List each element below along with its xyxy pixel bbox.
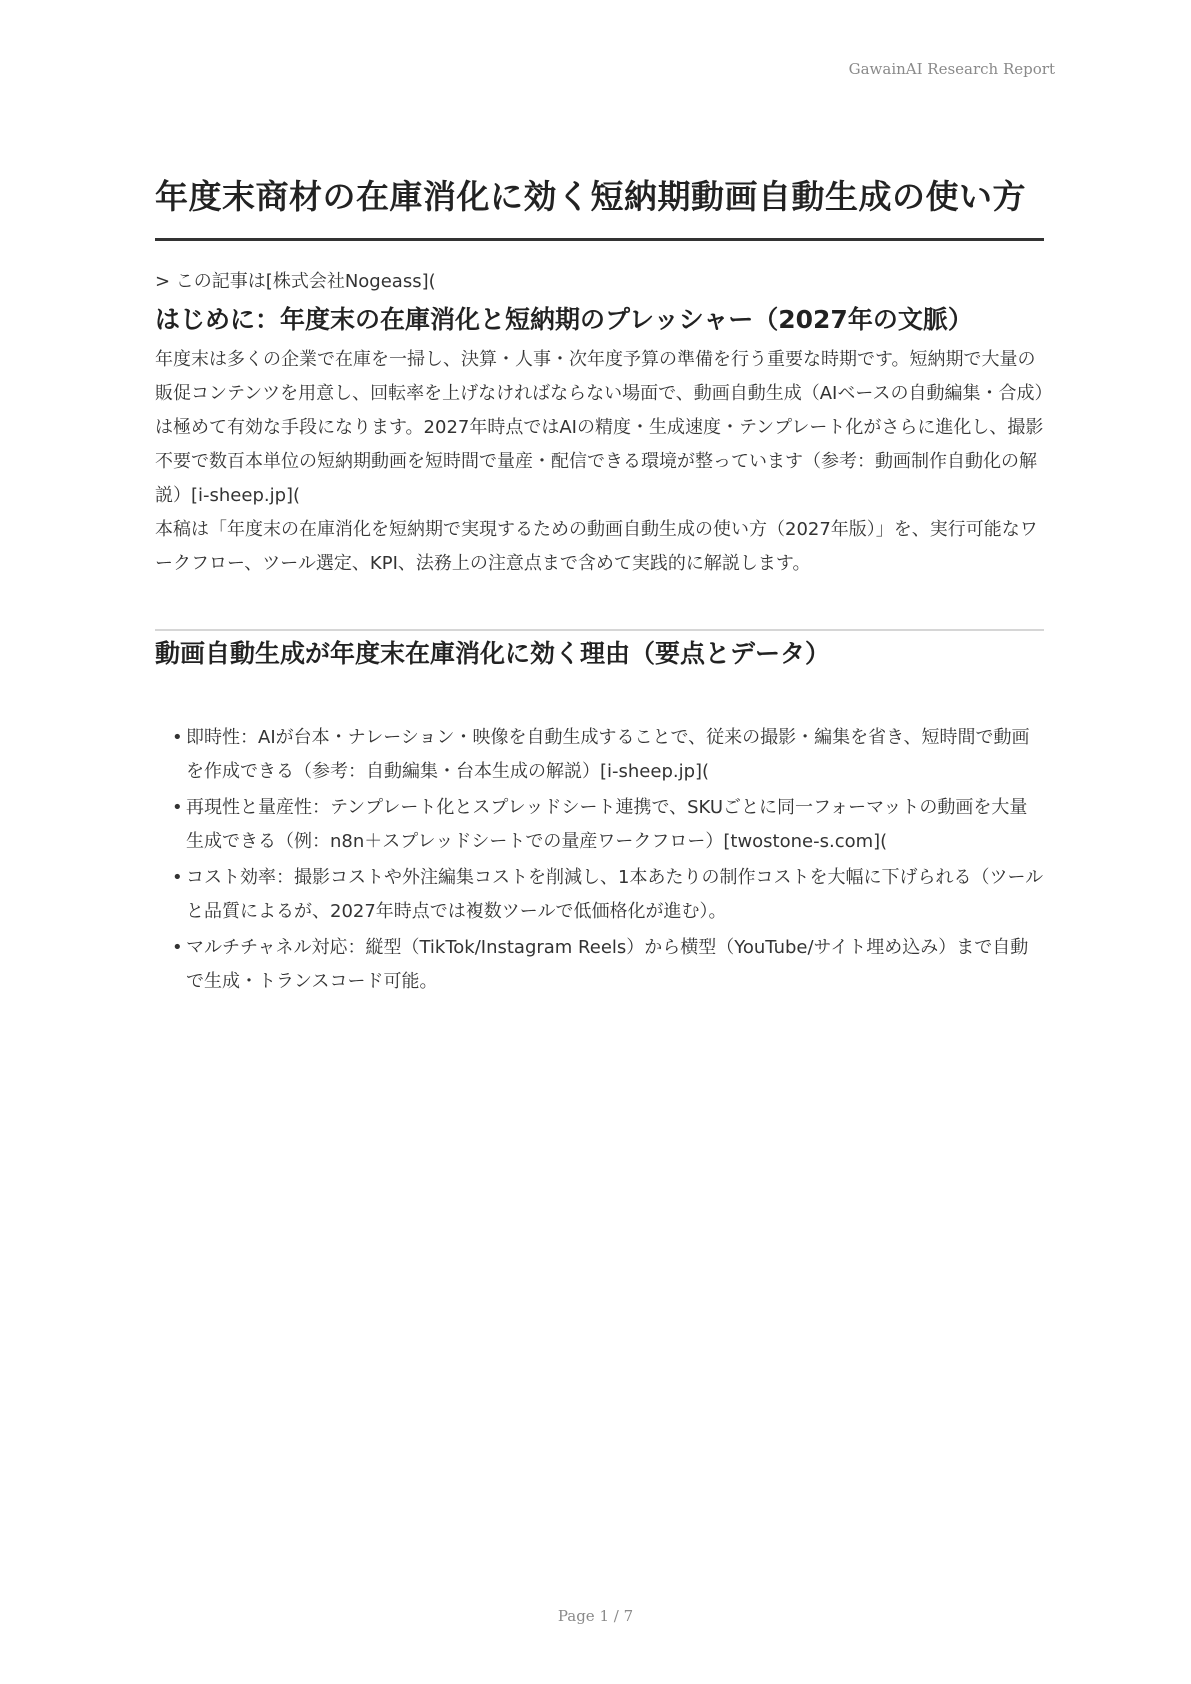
source-note: > この記事は[株式会社Nogeass]( bbox=[155, 271, 436, 292]
running-header: GawainAI Research Report bbox=[848, 60, 1055, 78]
list-item bbox=[172, 721, 1044, 789]
list-item bbox=[172, 791, 1044, 859]
list-item bbox=[172, 861, 1044, 929]
section-heading-reasons: 動画自動生成が年度末在庫消化に効く理由（要点とデータ） bbox=[155, 639, 831, 668]
document-body bbox=[155, 170, 1044, 1001]
list-item-text: 再現性と量産性：テンプレート化とスプレッドシート連携で、SKUごとに同一フォーマットの動画を大量生成できる（例：n8n＋スプレッドシートでの量産ワークフロー）[twostone-s.com]( bbox=[186, 797, 1028, 852]
reasons-list bbox=[155, 721, 1044, 999]
intro-paragraph-1: 年度末は多くの企業で在庫を一掃し、決算・人事・次年度予算の準備を行う重要な時期です。短納期で大量の販促コンテンツを用意し、回転率を上げなければならない場面で、動画自動生成（AIベースの自動編集・合成）は極めて有効な手段になります。2027年時点ではAIの精度・生成速度・テンプレート化がさらに進化し、撮影不要で数百本単位の短納期動画を短時間で量産・配信できる環境が整っています（参考：動画制作自動化の解説）[i-sheep.jp]( bbox=[155, 349, 1044, 506]
bullet-icon: • bbox=[172, 867, 183, 888]
bullet-icon: • bbox=[172, 797, 183, 818]
page-number: Page 1 / 7 bbox=[557, 1607, 634, 1625]
bullet-icon: • bbox=[172, 727, 183, 748]
intro-paragraph-2: 本稿は「年度末の在庫消化を短納期で実現するための動画自動生成の使い方（2027年版）」を、実行可能なワークフロー、ツール選定、KPI、法務上の注意点まで含めて実践的に解説します。 bbox=[155, 519, 1038, 574]
document-title: 年度末商材の在庫消化に効く短納期動画自動生成の使い方 bbox=[155, 170, 1044, 241]
list-item bbox=[172, 931, 1044, 999]
list-item-text: マルチチャネル対応：縦型（TikTok/Instagram Reels）から横型（YouTube/サイト埋め込み）まで自動で生成・トランスコード可能。 bbox=[186, 937, 1029, 992]
list-item-text: コスト効率：撮影コストや外注編集コストを削減し、1本あたりの制作コストを大幅に下げられる（ツールと品質によるが、2027年時点では複数ツールで低価格化が進む）。 bbox=[186, 867, 1044, 922]
list-item-text: 即時性：AIが台本・ナレーション・映像を自動生成することで、従来の撮影・編集を省き、短時間で動画を作成できる（参考：自動編集・台本生成の解説）[i-sheep.jp]( bbox=[186, 727, 1030, 782]
section-heading-intro: はじめに：年度末の在庫消化と短納期のプレッシャー（2027年の文脈） bbox=[155, 305, 973, 334]
bullet-icon: • bbox=[172, 937, 183, 958]
